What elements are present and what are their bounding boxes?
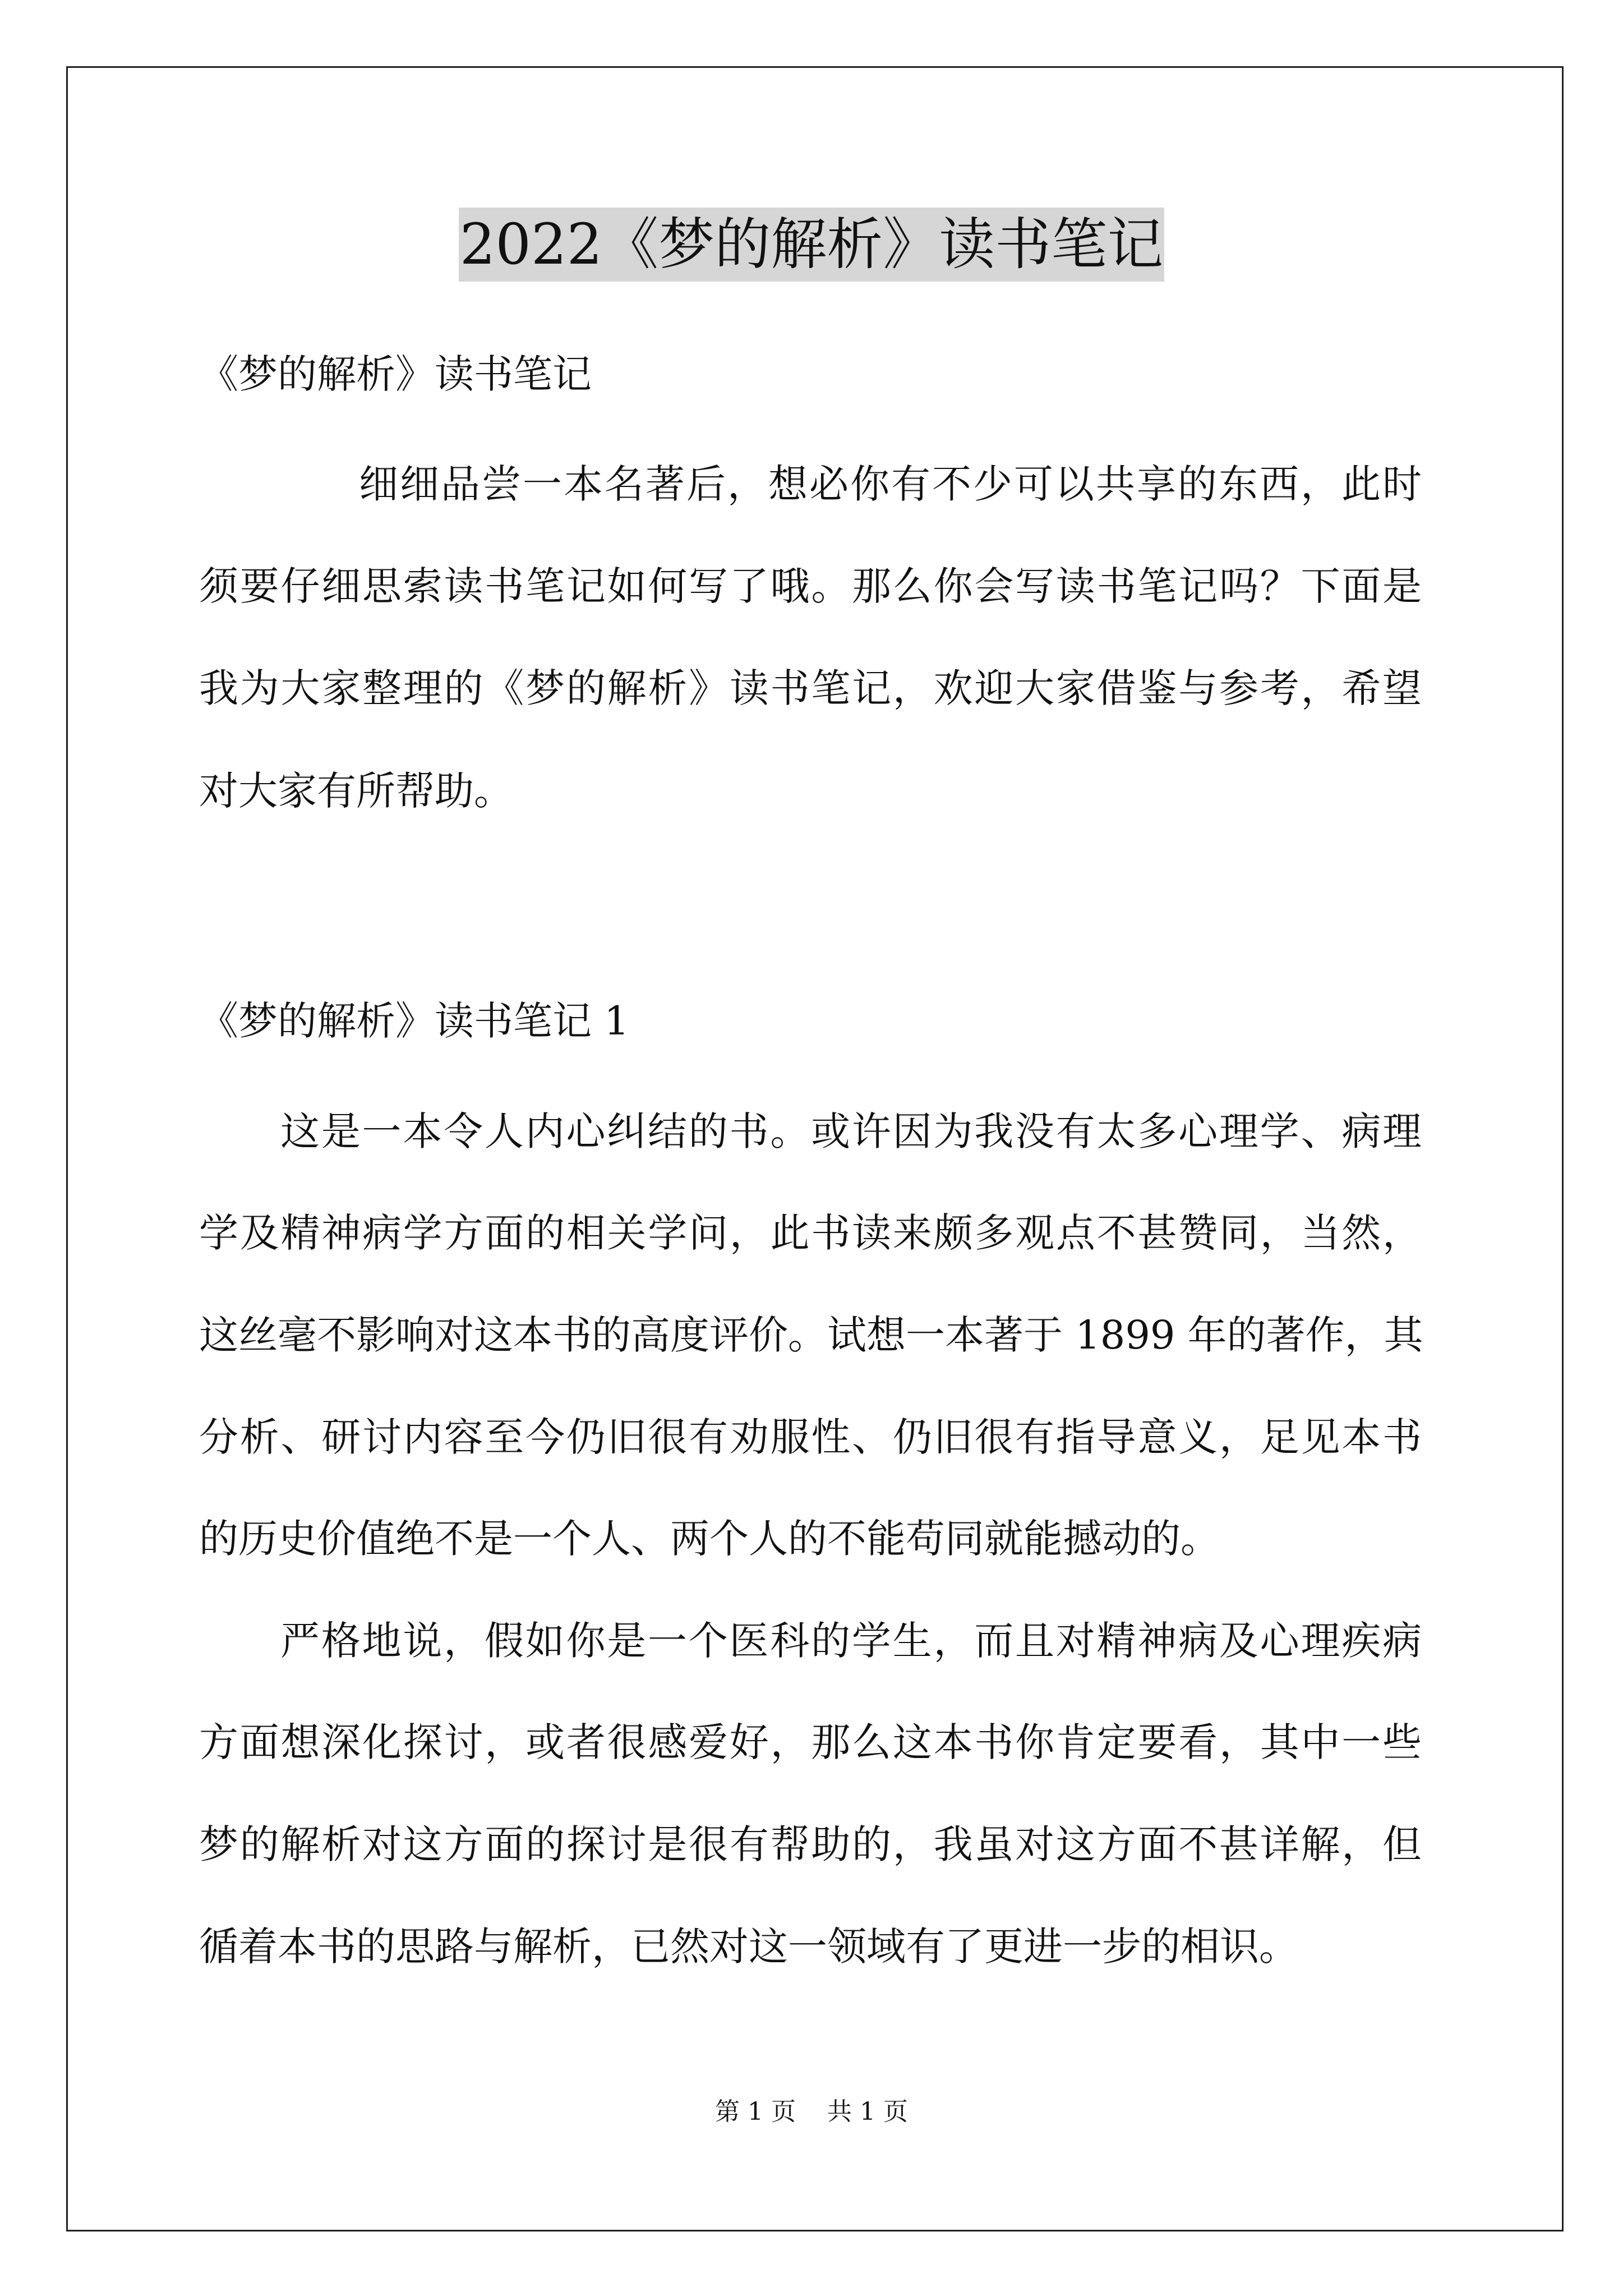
para1-line-4: 分析、研讨内容至今仍旧很有劝服性、仍旧很有指导意义，足见本书 xyxy=(199,1414,1422,1460)
para1-line-2: 学及精神病学方面的相关学问，此书读来颇多观点不甚赞同，当然， xyxy=(199,1210,1422,1256)
intro-line-3: 我为大家整理的《梦的解析》读书笔记，欢迎大家借鉴与参考，希望 xyxy=(199,665,1422,711)
para1-line-5: 的历史价值绝不是一个人、两个人的不能苟同就能撼动的。 xyxy=(199,1516,1220,1562)
intro-line-4: 对大家有所帮助。 xyxy=(199,768,513,814)
para2-line-1: 严格地说，假如你是一个医科的学生，而且对精神病及心理疾病 xyxy=(280,1618,1422,1664)
para2-line-3: 梦的解析对这方面的探讨是很有帮助的，我虽对这方面不甚详解，但 xyxy=(199,1821,1422,1867)
document-subtitle: 《梦的解析》读书笔记 xyxy=(199,351,592,397)
title-container xyxy=(0,208,1623,282)
para2-line-2: 方面想深化探讨，或者很感爱好，那么这本书你肯定要看，其中一些 xyxy=(199,1719,1422,1765)
para2-line-4: 循着本书的思路与解析，已然对这一领域有了更进一步的相识。 xyxy=(199,1924,1298,1970)
para1-line-3: 这丝毫不影响对这本书的高度评价。试想一本著于 1899 年的著作，其 xyxy=(199,1312,1423,1358)
section-heading: 《梦的解析》读书笔记 1 xyxy=(199,998,629,1044)
intro-line-2: 须要仔细思索读书笔记如何写了哦。那么你会写读书笔记吗？下面是 xyxy=(199,563,1422,609)
para1-line-1: 这是一本令人内心纠结的书。或许因为我没有太多心理学、病理 xyxy=(280,1108,1422,1154)
page-footer: 第 1 页 共 1 页 xyxy=(715,2097,908,2126)
intro-line-1: 细细品尝一本名著后，想必你有不少可以共享的东西，此时 xyxy=(359,461,1422,507)
document-title: 2022《梦的解析》读书笔记 xyxy=(459,208,1165,282)
